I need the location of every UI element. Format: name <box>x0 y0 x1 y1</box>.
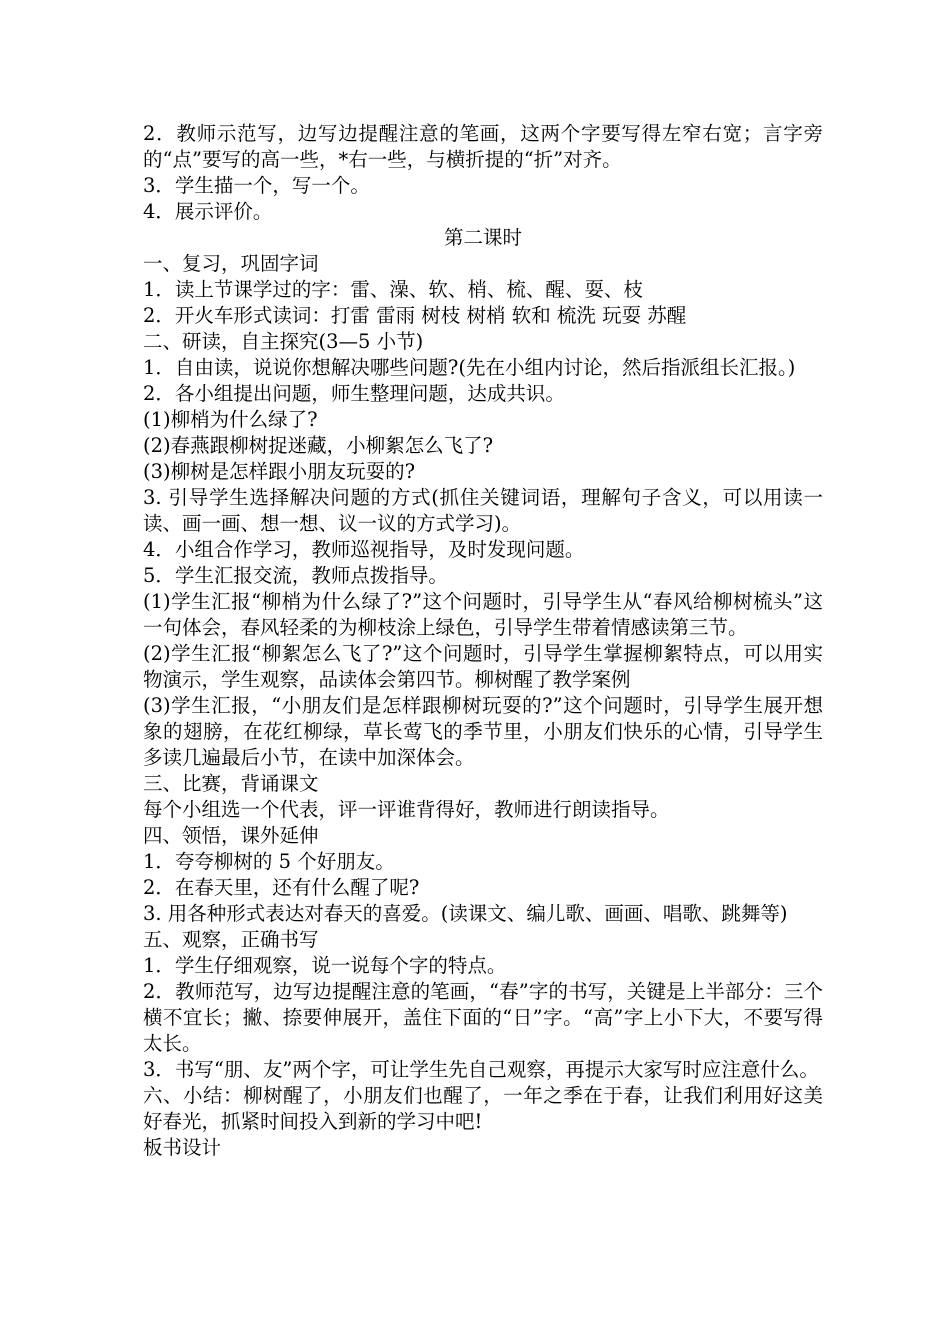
heading-competition: 三、比赛，背诵课文 <box>143 772 319 795</box>
paragraph-report-exchange: 5．学生汇报交流，教师点拨指导。 <box>143 564 448 587</box>
section-title-second-lesson: 第二课时 <box>443 226 522 249</box>
report-item-2: (2)学生汇报“柳絮怎么飞了?”这个问题时，引导学生掌握柳絮特点，可以用实物演示，学生观察，品读体会第四节。柳树醒了教学案例 <box>143 642 823 691</box>
report-item-1: (1)学生汇报“柳梢为什么绿了?”这个问题时，引导学生从“春风给柳树梳头”这一句体会，春风轻柔的为柳枝涂上绿色，引导学生带着情感读第三节。 <box>143 590 823 639</box>
paragraph-what-woke-up: 2．在春天里，还有什么醒了呢? <box>143 876 420 899</box>
paragraph-read-characters: 1．读上节课学过的字：雷、澡、软、梢、梳、醒、耍、枝 <box>143 278 643 301</box>
heading-review: 一、复习，巩固字词 <box>143 252 319 275</box>
paragraph-show-evaluation: 4．展示评价。 <box>143 200 273 223</box>
paragraph-student-trace: 3．学生描一个，写一个。 <box>143 174 370 197</box>
paragraph-write-peng-you: 3．书写“朋、友”两个字，可让学生先自己观察，再提示大家写时应注意什么。 <box>143 1058 819 1081</box>
paragraph-teacher-demo-writing: 2．教师示范写，边写边提醒注意的笔画，这两个字要写得左窄右宽；言字旁的“点”要写的高一些，*右一些，与横折提的“折”对齐。 <box>143 122 823 171</box>
paragraph-praise-friends: 1．夸夸柳树的 5 个好朋友。 <box>143 850 395 873</box>
paragraph-observe-characters: 1．学生仔细观察，说一说每个字的特点。 <box>143 954 507 977</box>
paragraph-express-love: 3. 用各种形式表达对春天的喜爱。(读课文、编儿歌、画画、唱歌、跳舞等) <box>143 902 788 925</box>
report-item-3: (3)学生汇报，“小朋友们是怎样跟柳树玩耍的?”这个问题时，引导学生展开想象的翅膀，在花红柳绿，草长莺飞的季节里，小朋友们快乐的心情，引导学生多读几遍最后小节，在读中加深体会。 <box>143 694 823 769</box>
paragraph-summary: 六、小结：柳树醒了，小朋友们也醒了，一年之季在于春，让我们利用好这美好春光，抓紧时间投入到新的学习中吧! <box>143 1084 823 1133</box>
paragraph-group-questions: 2．各小组提出问题，师生整理问题，达成共识。 <box>143 382 565 405</box>
heading-board-design: 板书设计 <box>143 1136 222 1159</box>
document-page <box>143 121 823 1161</box>
question-item-1: (1)柳梢为什么绿了? <box>143 408 318 431</box>
paragraph-choose-method: 3. 引导学生选择解决问题的方式(抓住关键词语，理解句子含义，可以用读一读、画一画、想一想、议一议的方式学习)。 <box>143 486 823 535</box>
heading-extension: 四、领悟，课外延伸 <box>143 824 319 847</box>
heading-study-explore: 二、研读，自主探究(3—5 小节) <box>143 330 424 353</box>
heading-observe-write: 五、观察，正确书写 <box>143 928 319 951</box>
paragraph-free-reading: 1．自由读，说说你想解决哪些问题?(先在小组内讨论，然后指派组长汇报。) <box>143 356 796 379</box>
paragraph-representative: 每个小组选一个代表，评一评谁背得好，教师进行朗读指导。 <box>143 798 670 821</box>
question-item-2: (2)春燕跟柳树捉迷藏，小柳絮怎么飞了? <box>143 434 494 457</box>
question-item-3: (3)柳树是怎样跟小朋友玩耍的? <box>143 460 416 483</box>
paragraph-group-cooperation: 4．小组合作学习，教师巡视指导，及时发现问题。 <box>143 538 585 561</box>
paragraph-teacher-model-writing: 2．教师范写，边写边提醒注意的笔画，“春”字的书写，关键是上半部分：三个横不宜长；撇、捺要伸展开，盖住下面的“日”字。“高”字上小下大，不要写得太长。 <box>143 980 823 1055</box>
paragraph-train-reading: 2．开火车形式读词：打雷 雷雨 树枝 树梢 软和 梳洗 玩耍 苏醒 <box>143 304 687 327</box>
